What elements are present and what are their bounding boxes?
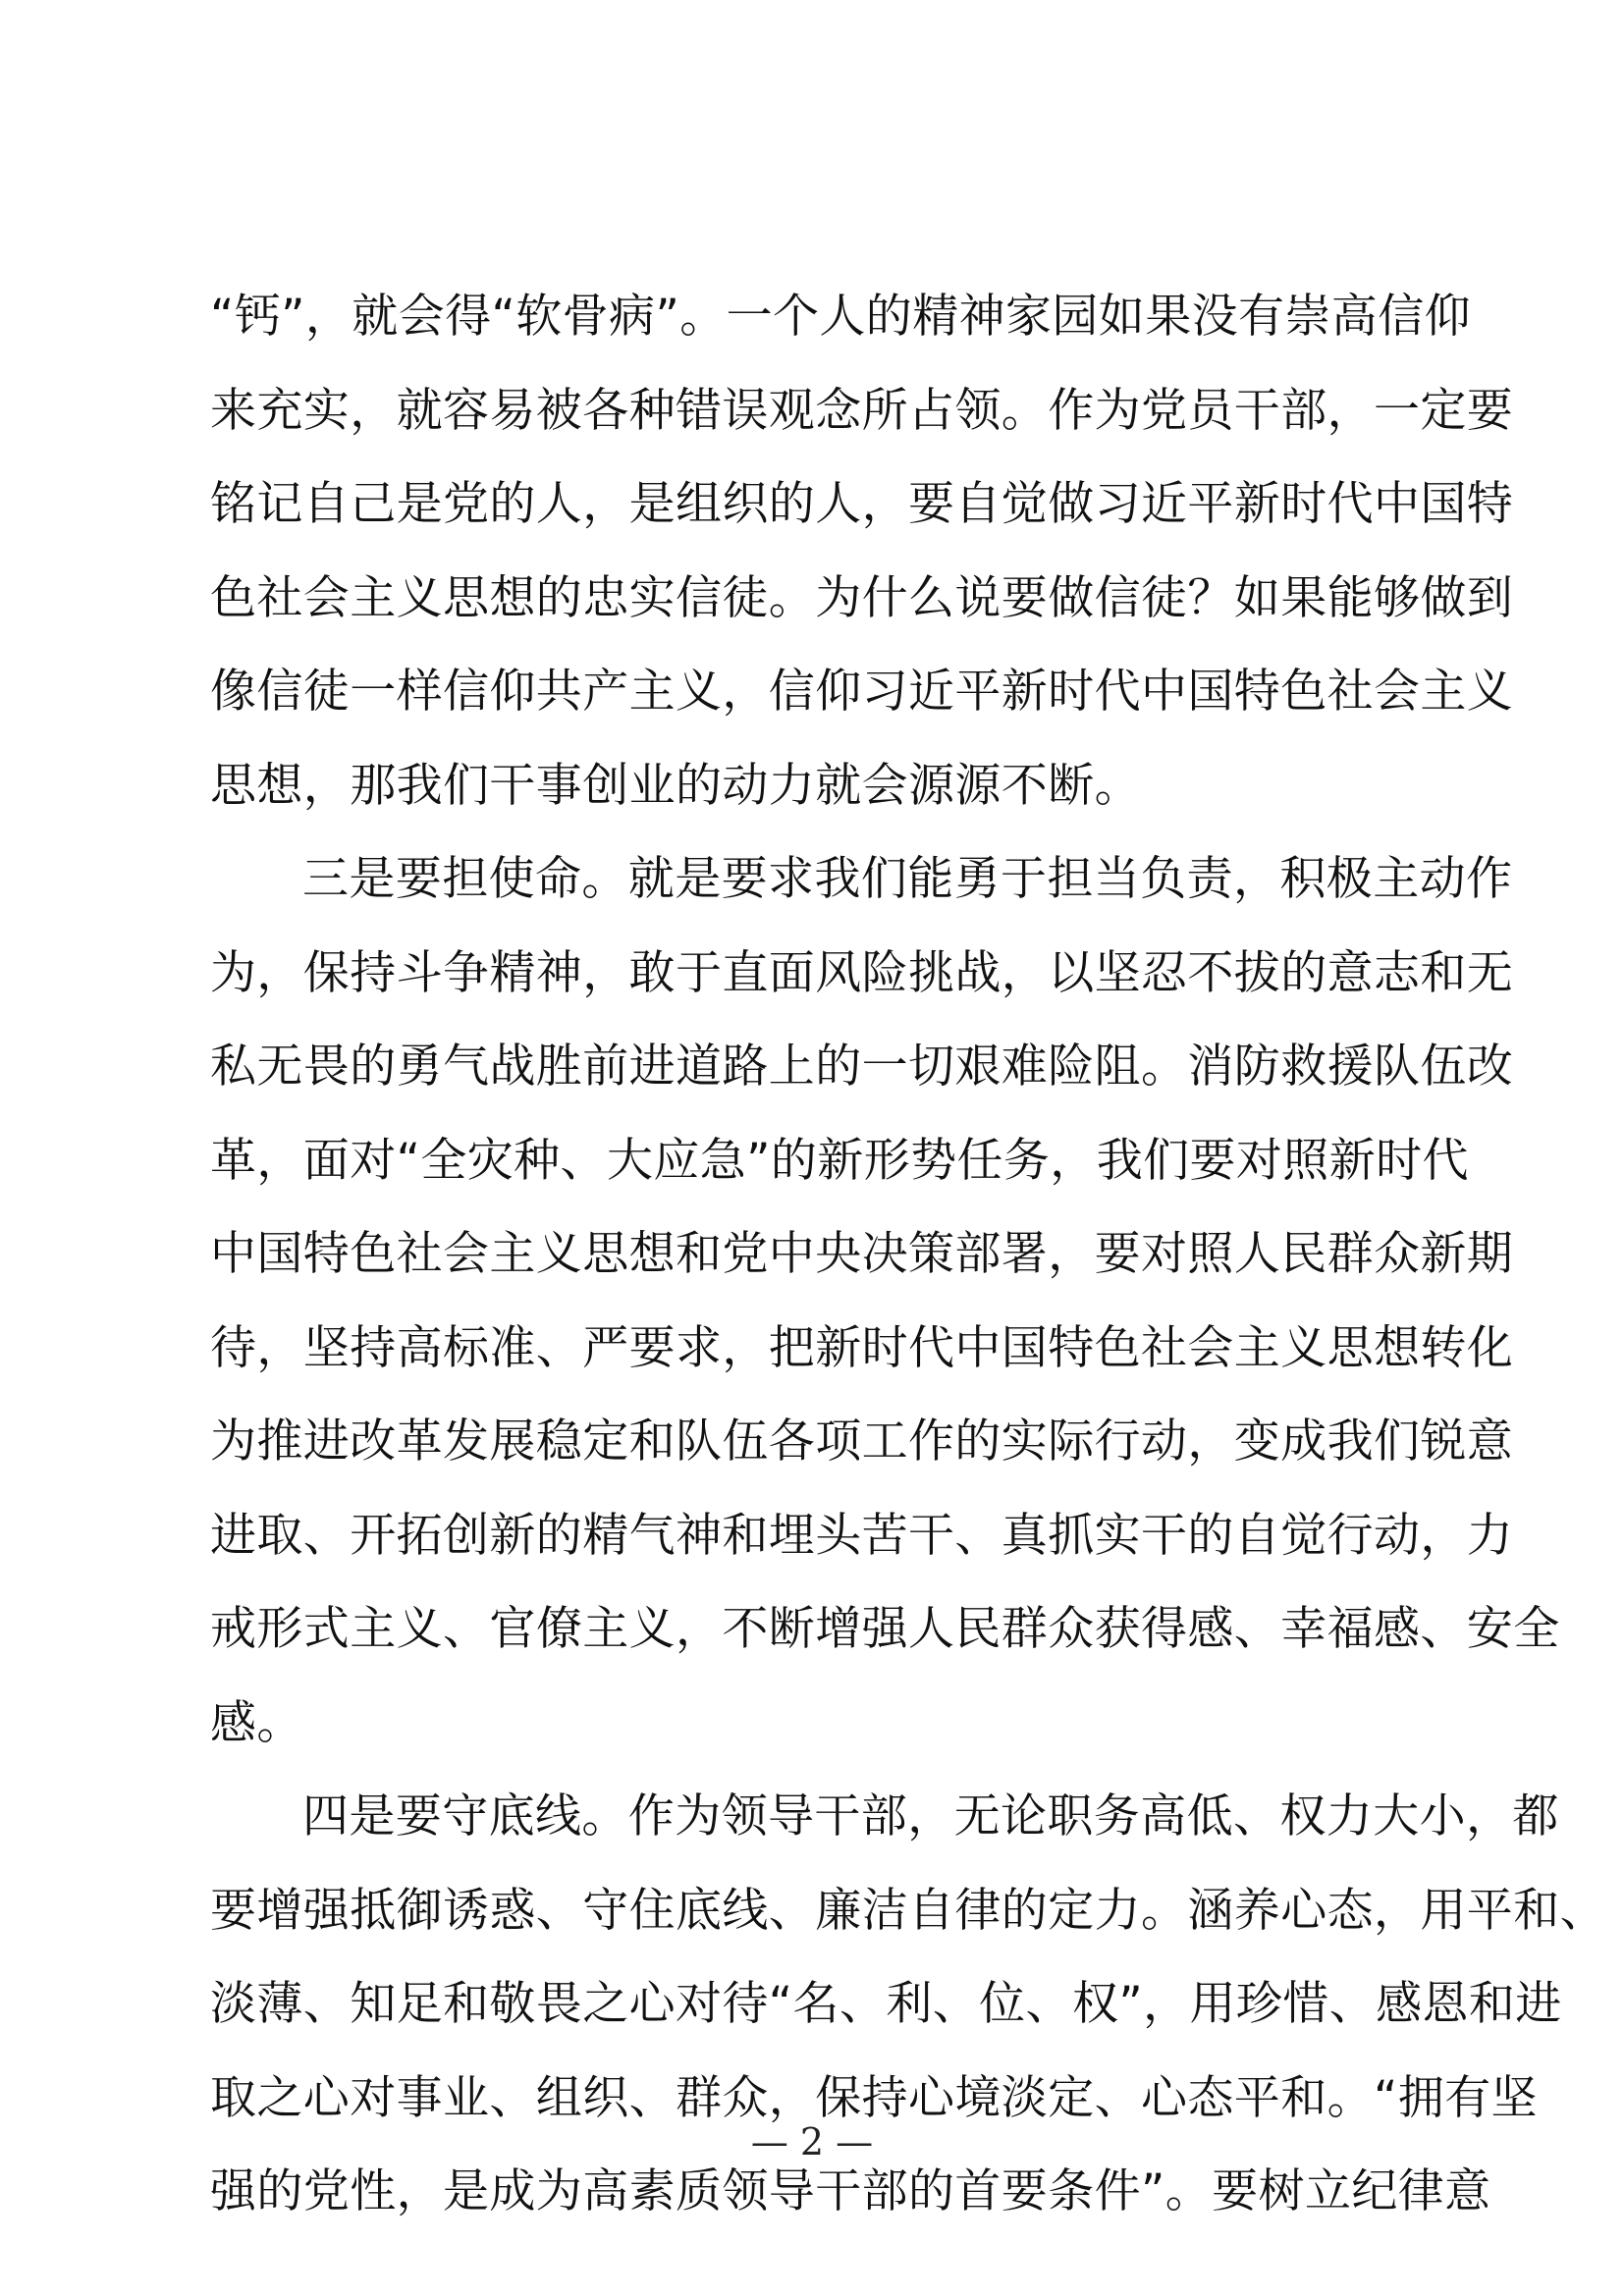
- text-line: 戒形式主义、官僚主义，不断增强人民群众获得感、幸福感、安全: [210, 1602, 1560, 1656]
- text-line: 思想，那我们干事创业的动力就会源源不断。: [210, 758, 1141, 813]
- text-line: “钙”，就会得“软骨病”。一个人的精神家园如果没有崇高信仰: [210, 290, 1471, 344]
- paragraph-first-line: 三是要担使命。就是要求我们能勇于担当负责，积极主动作: [302, 852, 1513, 906]
- text-line: 感。: [210, 1695, 303, 1750]
- text-line: 取之心对事业、组织、群众，保持心境淡定、心态平和。“拥有坚: [210, 2070, 1538, 2125]
- text-line: 中国特色社会主义思想和党中央决策部署，要对照人民群众新期: [210, 1227, 1514, 1281]
- text-line: 私无畏的勇气战胜前进道路上的一切艰难险阻。消防救援队伍改: [210, 1040, 1514, 1094]
- text-line: 为，保持斗争精神，敢于直面风险挑战，以坚忍不拔的意志和无: [210, 945, 1514, 1000]
- text-line: 像信徒一样信仰共产主义，信仰习近平新时代中国特色社会主义: [210, 665, 1514, 719]
- text-line: 待，坚持高标准、严要求，把新时代中国特色社会主义思想转化: [210, 1320, 1514, 1375]
- text-line: 来充实，就容易被各种错误观念所占领。作为党员干部，一定要: [210, 383, 1514, 438]
- text-line: 进取、开拓创新的精气神和埋头苦干、真抓实干的自觉行动，力: [210, 1508, 1514, 1563]
- body-text: [210, 283, 1606, 2252]
- page-number: — 2 —: [750, 2120, 874, 2163]
- text-line: 要增强抵御诱惑、守住底线、廉洁自律的定力。涵养心态，用平和、: [210, 1883, 1606, 1938]
- text-line: 色社会主义思想的忠实信徒。为什么说要做信徒？如果能够做到: [210, 570, 1514, 625]
- text-line: 淡薄、知足和敬畏之心对待“名、利、位、权”，用珍惜、感恩和进: [210, 1977, 1562, 2031]
- text-line: 为推进改革发展稳定和队伍各项工作的实际行动，变成我们锐意: [210, 1415, 1514, 1468]
- text-line: 铭记自己是党的人，是组织的人，要自觉做习近平新时代中国特: [210, 477, 1514, 531]
- text-line: 革，面对“全灾种、大应急”的新形势任务，我们要对照新时代: [210, 1133, 1469, 1188]
- paragraph-first-line: 四是要守底线。作为领导干部，无论职务高低、权力大小，都: [302, 1789, 1559, 1843]
- text-line: 强的党性，是成为高素质领导干部的首要条件”。要树立纪律意: [210, 2164, 1491, 2218]
